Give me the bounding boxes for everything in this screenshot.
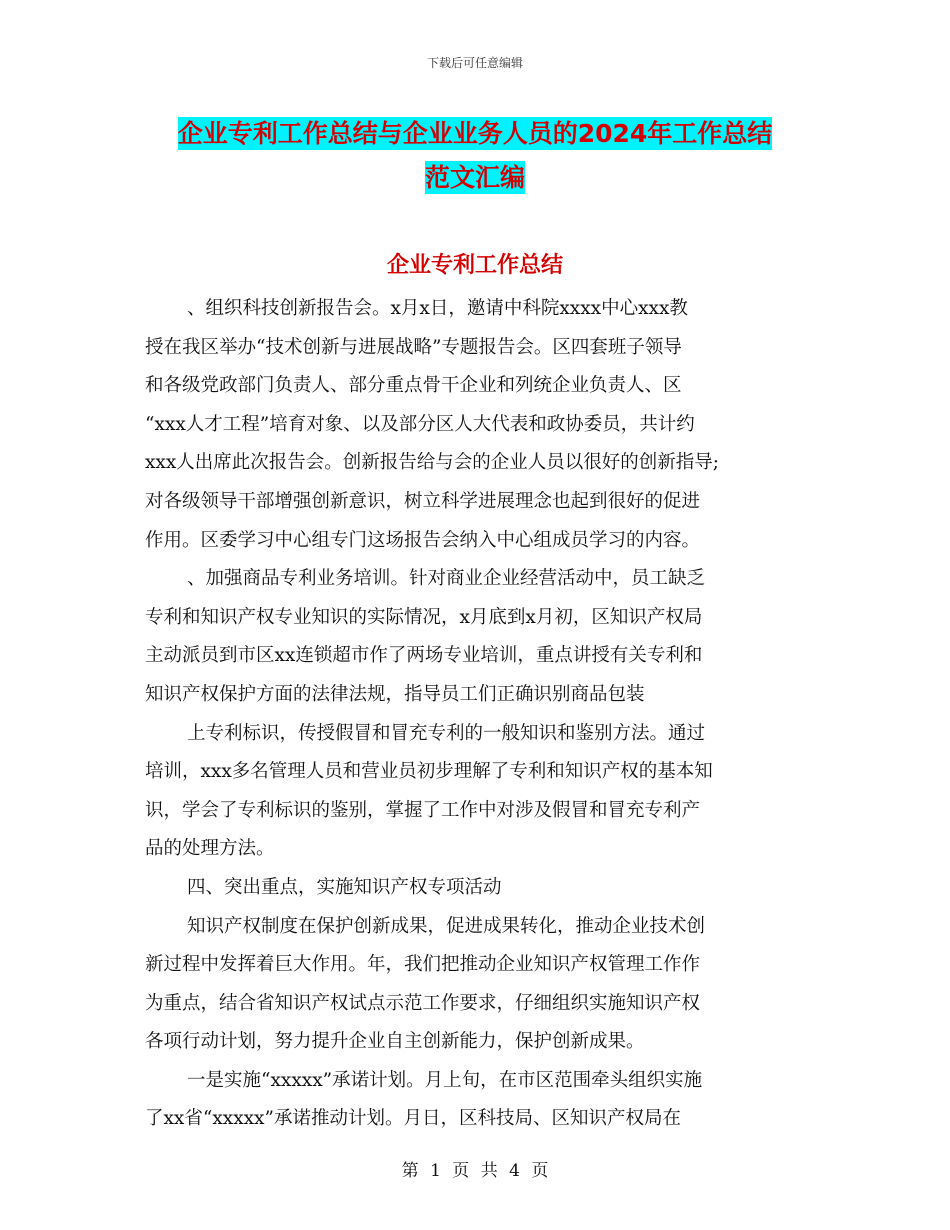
body-line: 授在我区举办“技术创新与进展战略”专题报告会。区四套班子领导 [145, 336, 682, 358]
body-line: 专利和知识产权专业知识的实际情况，x月底到x月初，区知识产权局 [145, 606, 703, 628]
body-line: 各项行动计划，努力提升企业自主创新能力，保护创新成果。 [145, 1031, 645, 1053]
body-line: 培训，xxx多名管理人员和营业员初步理解了专利和知识产权的基本知 [145, 761, 713, 783]
section-title: 企业专利工作总结 [386, 253, 563, 278]
body-line: 为重点，结合省知识产权试点示范工作要求，仔细组织实施知识产权 [145, 992, 701, 1014]
body-line: 、组织科技创新报告会。x月x日，邀请中科院xxxx中心xxx教 [187, 298, 688, 319]
document-title [0, 112, 950, 200]
body-text [145, 290, 810, 1139]
body-line: 新过程中发挥着巨大作用。年，我们把推动企业知识产权管理工作作 [145, 954, 701, 976]
body-line: 识，学会了专利标识的鉴别，掌握了工作中对涉及假冒和冒充专利产 [145, 799, 701, 821]
body-line: 对各级领导干部增强创新意识，树立科学进展理念也起到很好的促进 [145, 490, 701, 512]
body-line: 作用。区委学习中心组专门这场报告会纳入中心组成员学习的内容。 [145, 529, 701, 551]
page-footer: 第 1 页 共 4 页 [401, 1161, 549, 1181]
body-line: 一是实施“xxxxx”承诺计划。月上旬，在市区范围牵头组织实施 [187, 1069, 703, 1091]
body-line: 主动派员到市区xx连锁超市作了两场专业培训，重点讲授有关专利和 [145, 645, 703, 667]
body-line: 了xx省“xxxxx”承诺推动计划。月日，区科技局、区知识产权局在 [145, 1108, 681, 1130]
header-note: 下载后可任意编辑 [426, 56, 523, 70]
body-line: 、加强商品专利业务培训。针对商业企业经营活动中，员工缺乏 [187, 568, 706, 590]
body-line: 品的处理方法。 [145, 838, 275, 860]
body-line: 和各级党政部门负责人、部分重点骨干企业和列统企业负责人、区 [145, 375, 682, 397]
body-line: xxx人出席此次报告会。创新报告给与会的企业人员以很好的创新指导; [145, 452, 720, 474]
body-line: 知识产权制度在保护创新成果，促进成果转化，推动企业技术创 [187, 915, 706, 937]
document-title-line-2: 范文汇编 [424, 163, 525, 192]
body-line: “xxx人才工程”培育对象、以及部分区人大代表和政协委员，共计约 [145, 413, 695, 435]
body-line: 知识产权保护方面的法律法规，指导员工们正确识别商品包装 [145, 683, 645, 705]
body-line: 四、突出重点，实施知识产权专项活动 [187, 876, 502, 898]
body-line: 上专利标识，传授假冒和冒充专利的一般知识和鉴别方法。通过 [187, 722, 706, 744]
document-title-line-1: 企业专利工作总结与企业业务人员的2024年工作总结 [177, 119, 773, 148]
